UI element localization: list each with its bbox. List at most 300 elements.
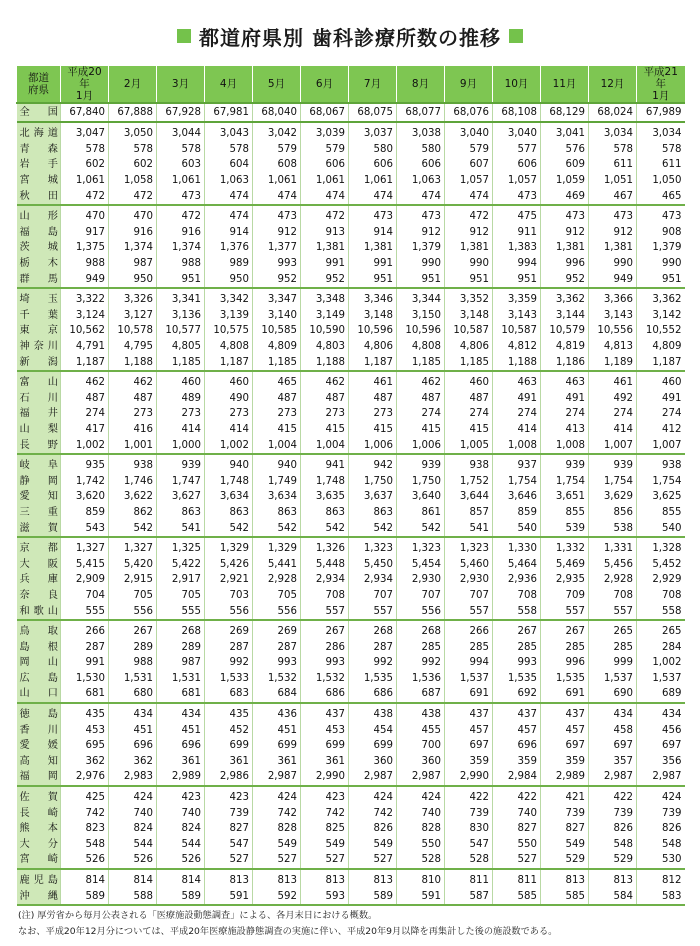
- table-row: [17, 888, 685, 905]
- cell-value: 1,379: [397, 240, 445, 256]
- cell-value: 285: [589, 639, 637, 655]
- cell-value: 5,469: [541, 556, 589, 572]
- prefecture-name: 奈良: [17, 588, 61, 604]
- prefecture-name: 石川: [17, 391, 61, 407]
- cell-value: 951: [157, 271, 205, 288]
- cell-value: 992: [205, 655, 253, 671]
- cell-value: 2,989: [541, 769, 589, 786]
- cell-value: 1,187: [349, 354, 397, 371]
- cell-value: 1,186: [541, 354, 589, 371]
- cell-value: 453: [61, 722, 109, 738]
- header-prefecture-line: 府県: [28, 84, 49, 96]
- cell-value: 859: [61, 505, 109, 521]
- cell-value: 1,746: [109, 473, 157, 489]
- cell-value: 268: [157, 620, 205, 640]
- cell-value: 938: [109, 454, 157, 474]
- cell-value: 437: [301, 703, 349, 723]
- table-row: [17, 205, 685, 225]
- prefecture-name: 徳島: [17, 703, 61, 723]
- cell-value: 3,039: [301, 122, 349, 142]
- cell-value: 993: [253, 655, 301, 671]
- cell-value: 4,803: [301, 339, 349, 355]
- cell-value: 491: [541, 391, 589, 407]
- cell-value: 1,537: [445, 671, 493, 687]
- cell-value: 2,976: [61, 769, 109, 786]
- cell-value: 696: [493, 738, 541, 754]
- table-row: [17, 391, 685, 407]
- header-month-label: 8月: [411, 78, 430, 90]
- cell-value: 461: [349, 371, 397, 391]
- cell-value: 10,585: [253, 323, 301, 339]
- cell-value: 451: [157, 722, 205, 738]
- cell-value: 681: [61, 686, 109, 703]
- cell-value: 2,987: [397, 769, 445, 786]
- header-month-label: 12月: [600, 78, 625, 90]
- cell-value: 3,136: [157, 308, 205, 324]
- prefecture-name: 山形: [17, 205, 61, 225]
- cell-value: 3,041: [541, 122, 589, 142]
- cell-value: 414: [589, 422, 637, 438]
- cell-value: 1,537: [637, 671, 685, 687]
- cell-value: 538: [589, 520, 637, 537]
- cell-value: 813: [541, 869, 589, 889]
- cell-value: 462: [109, 371, 157, 391]
- cell-value: 274: [61, 406, 109, 422]
- cell-value: 703: [205, 588, 253, 604]
- table-row: [17, 754, 685, 770]
- cell-value: 267: [541, 620, 589, 640]
- cell-value: 526: [61, 852, 109, 869]
- table-row: [17, 437, 685, 454]
- cell-value: 993: [253, 256, 301, 272]
- prefecture-name: 福岡: [17, 769, 61, 786]
- cell-value: 434: [637, 703, 685, 723]
- title-left-square-icon: [177, 29, 191, 43]
- cell-value: 361: [301, 754, 349, 770]
- cell-value: 473: [397, 205, 445, 225]
- cell-value: 988: [61, 256, 109, 272]
- cell-value: 1,375: [61, 240, 109, 256]
- cell-value: 474: [445, 188, 493, 205]
- cell-value: 990: [589, 256, 637, 272]
- cell-value: 579: [253, 142, 301, 158]
- cell-value: 1,750: [397, 473, 445, 489]
- cell-value: 1,381: [445, 240, 493, 256]
- cell-value: 472: [61, 188, 109, 205]
- cell-value: 1,754: [541, 473, 589, 489]
- table-row: [17, 240, 685, 256]
- cell-value: 1,328: [637, 537, 685, 557]
- table-row: [17, 805, 685, 821]
- cell-value: 705: [157, 588, 205, 604]
- table-row: [17, 308, 685, 324]
- cell-value: 415: [253, 422, 301, 438]
- table-row: [17, 852, 685, 869]
- cell-value: 988: [109, 655, 157, 671]
- cell-value: 4,808: [205, 339, 253, 355]
- table-row: [17, 703, 685, 723]
- prefecture-name: 岩手: [17, 157, 61, 173]
- prefecture-name: 佐賀: [17, 786, 61, 806]
- header-month: [109, 66, 157, 103]
- cell-value: 862: [109, 505, 157, 521]
- cell-value: 3,352: [445, 288, 493, 308]
- cell-value: 460: [205, 371, 253, 391]
- cell-value: 695: [61, 738, 109, 754]
- cell-value: 4,812: [493, 339, 541, 355]
- prefecture-name: 宮崎: [17, 852, 61, 869]
- cell-value: 268: [397, 620, 445, 640]
- cell-value: 604: [205, 157, 253, 173]
- cell-value: 3,637: [349, 489, 397, 505]
- cell-value: 415: [349, 422, 397, 438]
- cell-value: 550: [397, 837, 445, 853]
- cell-value: 1,374: [109, 240, 157, 256]
- cell-value: 487: [109, 391, 157, 407]
- cell-value: 697: [637, 738, 685, 754]
- cell-value: 452: [205, 722, 253, 738]
- cell-value: 414: [493, 422, 541, 438]
- cell-value: 606: [301, 157, 349, 173]
- cell-value: 2,987: [253, 769, 301, 786]
- cell-value: 460: [157, 371, 205, 391]
- cell-value: 10,596: [349, 323, 397, 339]
- cell-value: 1,748: [301, 473, 349, 489]
- cell-value: 1,750: [349, 473, 397, 489]
- cell-value: 708: [589, 588, 637, 604]
- cell-value: 529: [541, 852, 589, 869]
- cell-value: 951: [445, 271, 493, 288]
- table-row: [17, 821, 685, 837]
- cell-value: 273: [205, 406, 253, 422]
- cell-value: 266: [445, 620, 493, 640]
- cell-value: 708: [301, 588, 349, 604]
- cell-value: 1,007: [637, 437, 685, 454]
- cell-value: 543: [61, 520, 109, 537]
- cell-value: 1,185: [253, 354, 301, 371]
- cell-value: 462: [301, 371, 349, 391]
- cell-value: 2,909: [61, 572, 109, 588]
- prefecture-name: 山口: [17, 686, 61, 703]
- cell-value: 855: [541, 505, 589, 521]
- cell-value: 826: [349, 821, 397, 837]
- cell-value: 547: [205, 837, 253, 853]
- cell-value: 3,034: [637, 122, 685, 142]
- cell-value: 435: [205, 703, 253, 723]
- cell-value: 1,381: [541, 240, 589, 256]
- cell-value: 863: [301, 505, 349, 521]
- cell-value: 691: [445, 686, 493, 703]
- cell-value: 473: [541, 205, 589, 225]
- cell-value: 267: [301, 620, 349, 640]
- cell-value: 556: [397, 603, 445, 620]
- cell-value: 707: [397, 588, 445, 604]
- prefecture-name: 大阪: [17, 556, 61, 572]
- cell-value: 578: [589, 142, 637, 158]
- cell-value: 422: [589, 786, 637, 806]
- cell-value: 576: [541, 142, 589, 158]
- prefecture-name: 愛媛: [17, 738, 61, 754]
- cell-value: 996: [541, 256, 589, 272]
- cell-value: 1,005: [445, 437, 493, 454]
- cell-value: 557: [589, 603, 637, 620]
- cell-value: 5,460: [445, 556, 493, 572]
- cell-value: 4,809: [253, 339, 301, 355]
- cell-value: 589: [61, 888, 109, 905]
- cell-value: 68,075: [349, 103, 397, 122]
- cell-value: 549: [253, 837, 301, 853]
- cell-value: 1,381: [589, 240, 637, 256]
- cell-value: 549: [349, 837, 397, 853]
- cell-value: 548: [61, 837, 109, 853]
- cell-value: 813: [301, 869, 349, 889]
- cell-value: 451: [109, 722, 157, 738]
- cell-value: 861: [397, 505, 445, 521]
- cell-value: 827: [205, 821, 253, 837]
- table-row: [17, 639, 685, 655]
- cell-value: 3,043: [205, 122, 253, 142]
- header-month: [61, 66, 109, 103]
- cell-value: 827: [493, 821, 541, 837]
- cell-value: 1,531: [157, 671, 205, 687]
- header-month: [301, 66, 349, 103]
- table-row: [17, 837, 685, 853]
- cell-value: 941: [301, 454, 349, 474]
- cell-value: 583: [637, 888, 685, 905]
- cell-value: 2,934: [301, 572, 349, 588]
- cell-value: 455: [397, 722, 445, 738]
- cell-value: 3,644: [445, 489, 493, 505]
- cell-value: 10,562: [61, 323, 109, 339]
- cell-value: 584: [589, 888, 637, 905]
- table-row: [17, 225, 685, 241]
- prefecture-name: 福島: [17, 225, 61, 241]
- cell-value: 917: [61, 225, 109, 241]
- cell-value: 578: [61, 142, 109, 158]
- cell-value: 491: [637, 391, 685, 407]
- prefecture-name: 兵庫: [17, 572, 61, 588]
- cell-value: 67,981: [205, 103, 253, 122]
- cell-value: 527: [253, 852, 301, 869]
- cell-value: 274: [589, 406, 637, 422]
- cell-value: 739: [445, 805, 493, 821]
- cell-value: 696: [157, 738, 205, 754]
- cell-value: 360: [397, 754, 445, 770]
- cell-value: 1,002: [637, 655, 685, 671]
- cell-value: 487: [397, 391, 445, 407]
- cell-value: 362: [61, 754, 109, 770]
- table-row: [17, 869, 685, 889]
- cell-value: 994: [493, 256, 541, 272]
- cell-value: 3,037: [349, 122, 397, 142]
- cell-value: 5,420: [109, 556, 157, 572]
- cell-value: 461: [589, 371, 637, 391]
- cell-value: 987: [157, 655, 205, 671]
- cell-value: 285: [493, 639, 541, 655]
- cell-value: 3,127: [109, 308, 157, 324]
- cell-value: 266: [61, 620, 109, 640]
- cell-value: 555: [157, 603, 205, 620]
- cell-value: 267: [109, 620, 157, 640]
- cell-value: 457: [493, 722, 541, 738]
- cell-value: 67,989: [637, 103, 685, 122]
- cell-value: 4,805: [157, 339, 205, 355]
- table-row: [17, 354, 685, 371]
- cell-value: 863: [349, 505, 397, 521]
- cell-value: 1,188: [493, 354, 541, 371]
- cell-value: 940: [205, 454, 253, 474]
- cell-value: 487: [349, 391, 397, 407]
- cell-value: 548: [637, 837, 685, 853]
- cell-value: 423: [301, 786, 349, 806]
- table-row: [17, 556, 685, 572]
- cell-value: 1,535: [493, 671, 541, 687]
- cell-value: 473: [253, 205, 301, 225]
- cell-value: 557: [349, 603, 397, 620]
- cell-value: 996: [541, 655, 589, 671]
- cell-value: 528: [397, 852, 445, 869]
- cell-value: 1,742: [61, 473, 109, 489]
- cell-value: 491: [493, 391, 541, 407]
- cell-value: 1,323: [445, 537, 493, 557]
- cell-value: 285: [445, 639, 493, 655]
- cell-value: 3,149: [301, 308, 349, 324]
- cell-value: 489: [157, 391, 205, 407]
- cell-value: 1,063: [397, 173, 445, 189]
- cell-value: 2,915: [109, 572, 157, 588]
- cell-value: 811: [445, 869, 493, 889]
- cell-value: 991: [301, 256, 349, 272]
- cell-value: 580: [397, 142, 445, 158]
- prefecture-name: 広島: [17, 671, 61, 687]
- cell-value: 424: [349, 786, 397, 806]
- header-month-label: 2月: [123, 78, 142, 90]
- cell-value: 414: [157, 422, 205, 438]
- cell-value: 528: [445, 852, 493, 869]
- cell-value: 3,040: [493, 122, 541, 142]
- cell-value: 3,150: [397, 308, 445, 324]
- cell-value: 697: [445, 738, 493, 754]
- cell-value: 527: [301, 852, 349, 869]
- cell-value: 3,635: [301, 489, 349, 505]
- cell-value: 3,634: [253, 489, 301, 505]
- prefecture-name: 埼玉: [17, 288, 61, 308]
- cell-value: 1,004: [301, 437, 349, 454]
- cell-value: 1,530: [61, 671, 109, 687]
- cell-value: 274: [637, 406, 685, 422]
- cell-value: 473: [157, 188, 205, 205]
- cell-value: 692: [493, 686, 541, 703]
- cell-value: 2,935: [541, 572, 589, 588]
- cell-value: 359: [541, 754, 589, 770]
- prefecture-name: 山梨: [17, 422, 61, 438]
- cell-value: 951: [397, 271, 445, 288]
- table-row: [17, 173, 685, 189]
- cell-value: 690: [589, 686, 637, 703]
- cell-value: 556: [109, 603, 157, 620]
- cell-value: 824: [109, 821, 157, 837]
- cell-value: 3,047: [61, 122, 109, 142]
- cell-value: 951: [637, 271, 685, 288]
- cell-value: 273: [157, 406, 205, 422]
- table-row: [17, 454, 685, 474]
- cell-value: 579: [301, 142, 349, 158]
- cell-value: 1,007: [589, 437, 637, 454]
- cell-value: 2,936: [493, 572, 541, 588]
- table-row: [17, 671, 685, 687]
- prefecture-name: 千葉: [17, 308, 61, 324]
- cell-value: 699: [205, 738, 253, 754]
- header-year: 平成21年: [643, 66, 678, 90]
- cell-value: 10,578: [109, 323, 157, 339]
- cell-value: 287: [349, 639, 397, 655]
- cell-value: 587: [445, 888, 493, 905]
- cell-value: 3,139: [205, 308, 253, 324]
- cell-value: 465: [253, 371, 301, 391]
- cell-value: 855: [637, 505, 685, 521]
- cell-value: 1,061: [253, 173, 301, 189]
- cell-value: 699: [301, 738, 349, 754]
- cell-value: 424: [397, 786, 445, 806]
- prefecture-name: 富山: [17, 371, 61, 391]
- cell-value: 1,057: [445, 173, 493, 189]
- header-month-label: 10月: [504, 78, 529, 90]
- cell-value: 422: [493, 786, 541, 806]
- cell-value: 492: [589, 391, 637, 407]
- header-month-label: 5月: [267, 78, 286, 90]
- prefecture-name: 静岡: [17, 473, 61, 489]
- cell-value: 473: [637, 205, 685, 225]
- cell-value: 914: [349, 225, 397, 241]
- cell-value: 708: [637, 588, 685, 604]
- cell-value: 3,034: [589, 122, 637, 142]
- cell-value: 274: [541, 406, 589, 422]
- cell-value: 577: [493, 142, 541, 158]
- cell-value: 424: [637, 786, 685, 806]
- cell-value: 825: [301, 821, 349, 837]
- cell-value: 415: [301, 422, 349, 438]
- cell-value: 547: [445, 837, 493, 853]
- cell-value: 1,531: [109, 671, 157, 687]
- prefecture-name: 神奈川: [17, 339, 61, 355]
- cell-value: 465: [637, 188, 685, 205]
- cell-value: 1,188: [301, 354, 349, 371]
- cell-value: 742: [349, 805, 397, 821]
- cell-value: 474: [397, 188, 445, 205]
- header-prefecture: [17, 66, 61, 103]
- cell-value: 542: [109, 520, 157, 537]
- cell-value: 992: [349, 655, 397, 671]
- header-row: [17, 66, 685, 103]
- cell-value: 949: [61, 271, 109, 288]
- cell-value: 591: [205, 888, 253, 905]
- cell-value: 453: [301, 722, 349, 738]
- cell-value: 549: [541, 837, 589, 853]
- title-right-square-icon: [509, 29, 523, 43]
- table-row: [17, 655, 685, 671]
- cell-value: 3,140: [253, 308, 301, 324]
- cell-value: 5,426: [205, 556, 253, 572]
- header-month: [253, 66, 301, 103]
- cell-value: 742: [253, 805, 301, 821]
- cell-value: 988: [157, 256, 205, 272]
- cell-value: 1,058: [109, 173, 157, 189]
- cell-value: 935: [61, 454, 109, 474]
- table-row: [17, 722, 685, 738]
- header-month: [637, 66, 685, 103]
- header-month: [589, 66, 637, 103]
- cell-value: 541: [445, 520, 493, 537]
